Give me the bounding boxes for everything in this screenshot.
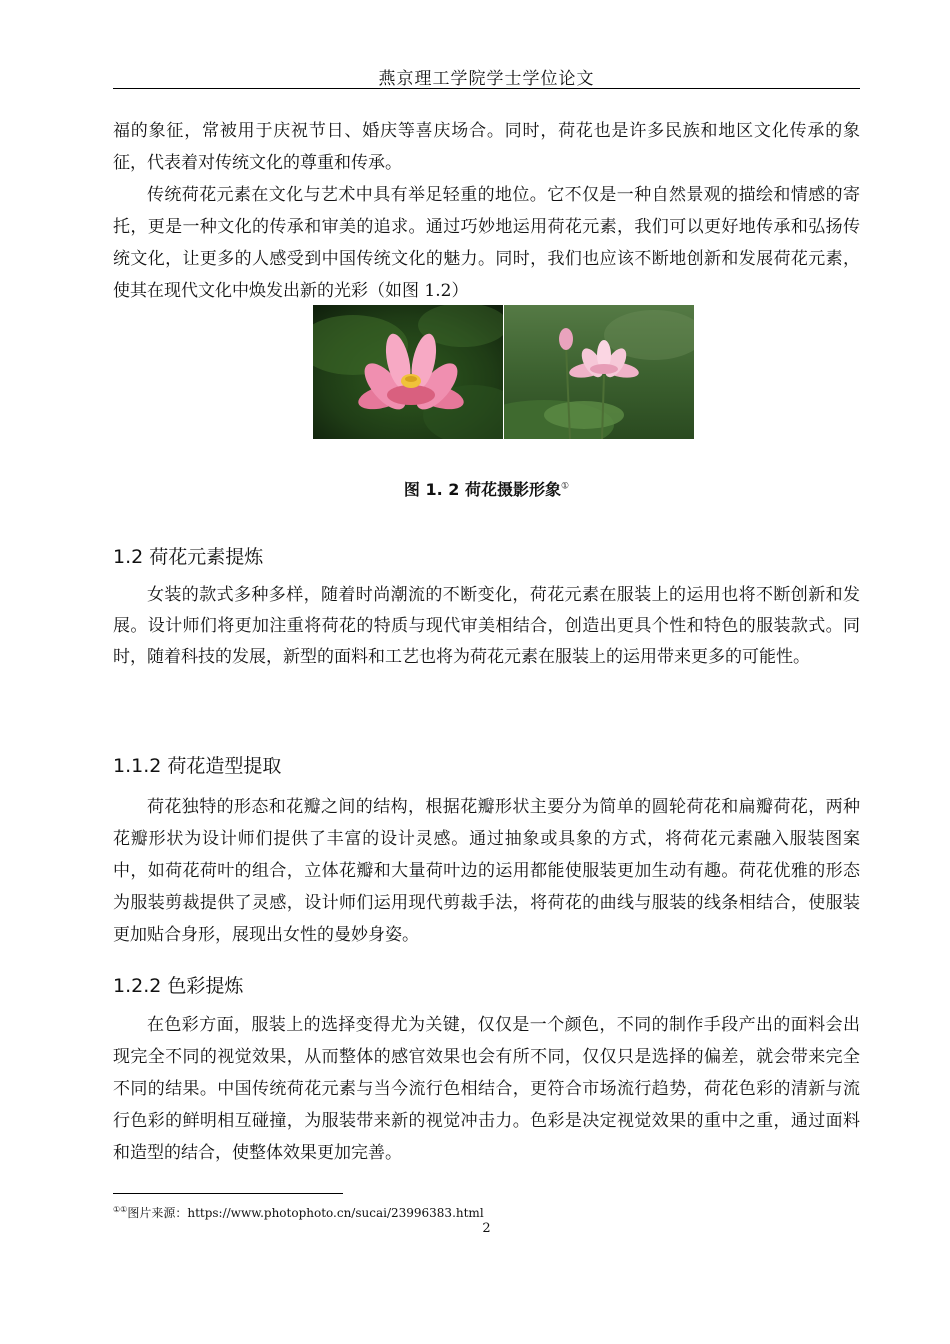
- paragraph: 荷花独特的形态和花瓣之间的结构，根据花瓣形状主要分为简单的圆轮荷花和扁瓣荷花，两种花瓣形状为设计师们提供了丰富的设计灵感。通过抽象或具象的方式，将荷花元素融入服装图案中，如荷花荷叶的组合，立体花瓣和大量荷叶边的运用都能使服装更加生动有趣。荷花优雅的形态为服装剪裁提供了灵感，设计师们运用现代剪裁手法，将荷花的曲线与服装的线条相结合，使服装更加贴合身形，展现出女性的曼妙身姿。: [113, 797, 860, 945]
- paragraph: 女装的款式多种多样，随着时尚潮流的不断变化，荷花元素在服装上的运用也将不断创新和发展。设计师们将更加注重将荷花的特质与现代审美相结合，创造出更具个性和特色的服装款式。同时，随着科技的发展，新型的面料和工艺也将为荷花元素在服装上的运用带来更多的可能性。: [113, 585, 860, 667]
- running-header: 燕京理工学院学士学位论文: [378, 69, 595, 89]
- paragraph-block-1: [113, 115, 860, 307]
- paragraph: 福的象征，常被用于庆祝节日、婚庆等喜庆场合。同时，荷花也是许多民族和地区文化传承的象征，代表着对传统文化的尊重和传承。: [113, 121, 860, 173]
- lotus-photo-right: [504, 305, 694, 439]
- footnote: [113, 1204, 484, 1221]
- footnote-text: 图片来源：https://www.photophoto.cn/sucai/23996383.html: [127, 1206, 484, 1220]
- paragraph-block-3: [113, 791, 860, 951]
- paragraph-block-2: [113, 580, 860, 673]
- lotus-photos: [313, 305, 694, 439]
- subsection-heading: 1.1.2 荷花造型提取: [113, 755, 282, 777]
- paragraph: 在色彩方面，服装上的选择变得尤为关键，仅仅是一个颜色，不同的制作手段产出的面料会出现完全不同的视觉效果，从而整体的感官效果也会有所不同，仅仅只是选择的偏差，就会带来完全不同的结果。中国传统荷花元素与当今流行色相结合，更符合市场流行趋势，荷花色彩的清新与流行色彩的鲜明相互碰撞，为服装带来新的视觉冲击力。色彩是决定视觉效果的重中之重，通过面料和造型的结合，使整体效果更加完善。: [113, 1015, 860, 1163]
- paragraph-block-4: [113, 1009, 860, 1169]
- subsection-heading: 1.2.2 色彩提炼: [113, 975, 244, 997]
- lotus-photo-left: [313, 305, 503, 439]
- figure-caption-mark: ①: [560, 481, 570, 492]
- footnote-rule: [113, 1193, 343, 1194]
- footnote-mark: ①①: [113, 1205, 128, 1214]
- figure-caption: [113, 477, 860, 500]
- section-heading: 1.2 荷花元素提炼: [113, 546, 264, 568]
- figure-caption-text: 图 1. 2 荷花摄影形象: [403, 480, 561, 499]
- header-rule: [113, 88, 860, 89]
- page-number: 2: [482, 1221, 491, 1236]
- paragraph: 传统荷花元素在文化与艺术中具有举足轻重的地位。它不仅是一种自然景观的描绘和情感的寄托，更是一种文化的传承和审美的追求。通过巧妙地运用荷花元素，我们可以更好地传承和弘扬传统文化，让更多的人感受到中国传统文化的魅力。同时，我们也应该不断地创新和发展荷花元素，使其在现代文化中焕发出新的光彩（如图 1.2）: [113, 185, 860, 301]
